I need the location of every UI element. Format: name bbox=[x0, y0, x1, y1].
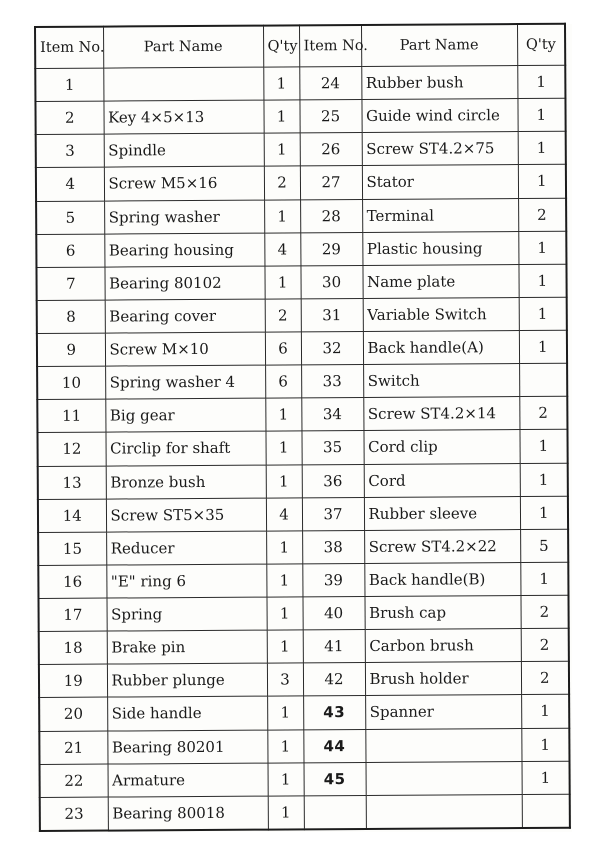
quantity-cell: 1 bbox=[518, 231, 566, 264]
item-number-cell: 15 bbox=[38, 532, 106, 566]
item-number-cell: 34 bbox=[301, 398, 363, 432]
quantity-cell: 1 bbox=[518, 264, 566, 297]
table-row bbox=[37, 396, 567, 432]
part-name-cell: Bearing housing bbox=[104, 233, 264, 267]
part-name-cell: Spindle bbox=[104, 133, 264, 167]
quantity-cell: 4 bbox=[264, 233, 300, 266]
item-number-cell: 35 bbox=[301, 431, 363, 465]
part-name-cell: Terminal bbox=[362, 198, 518, 232]
quantity-cell: 2 bbox=[519, 396, 567, 429]
quantity-cell: 2 bbox=[520, 595, 568, 628]
quantity-cell: 1 bbox=[265, 431, 301, 464]
quantity-cell: 1 bbox=[266, 564, 302, 597]
item-number-cell: 44 bbox=[303, 729, 365, 763]
table-row bbox=[38, 529, 568, 565]
part-name-cell: Spring washer bbox=[104, 200, 264, 234]
part-name-cell: Cord clip bbox=[363, 430, 519, 464]
part-name-cell: Brake pin bbox=[107, 630, 267, 664]
quantity-cell: 1 bbox=[518, 132, 566, 165]
quantity-cell: 1 bbox=[519, 430, 567, 463]
item-number-cell: 37 bbox=[302, 497, 364, 531]
part-name-cell: Guide wind circle bbox=[361, 99, 517, 133]
part-name-cell: Variable Switch bbox=[363, 297, 519, 331]
table-row bbox=[37, 297, 567, 333]
quantity-cell: 1 bbox=[518, 165, 566, 198]
quantity-cell: 1 bbox=[265, 398, 301, 431]
quantity-cell: 1 bbox=[519, 297, 567, 330]
part-name-cell: Brush holder bbox=[365, 662, 521, 696]
part-name-cell: Screw M×10 bbox=[105, 332, 265, 366]
quantity-cell: 1 bbox=[520, 562, 568, 595]
part-name-cell: Rubber sleeve bbox=[364, 496, 520, 530]
item-number-cell bbox=[304, 795, 366, 829]
part-name-cell: Rubber bush bbox=[361, 66, 517, 100]
part-name-cell bbox=[366, 761, 522, 795]
quantity-cell bbox=[522, 794, 570, 828]
item-number-cell: 32 bbox=[301, 331, 363, 365]
item-number-cell: 40 bbox=[302, 596, 364, 630]
part-name-cell: Switch bbox=[363, 364, 519, 398]
part-name-cell: Screw M5×16 bbox=[104, 166, 264, 200]
item-number-cell: 18 bbox=[39, 631, 107, 665]
item-number-cell: 23 bbox=[40, 797, 108, 831]
part-name-cell: Name plate bbox=[362, 264, 518, 298]
item-number-cell: 5 bbox=[36, 201, 104, 235]
quantity-cell: 1 bbox=[521, 761, 569, 794]
parts-table-body bbox=[35, 65, 570, 831]
part-name-cell: Big gear bbox=[105, 398, 265, 432]
part-name-cell: Bronze bush bbox=[106, 465, 266, 499]
item-number-cell: 1 bbox=[35, 68, 103, 102]
quantity-cell: 6 bbox=[265, 332, 301, 365]
item-number-cell: 27 bbox=[300, 166, 362, 200]
header-item-no: Item No. bbox=[35, 27, 103, 69]
table-row bbox=[36, 198, 566, 234]
table-row bbox=[37, 430, 567, 466]
item-number-cell: 24 bbox=[299, 67, 361, 101]
item-number-cell: 42 bbox=[303, 663, 365, 697]
quantity-cell: 2 bbox=[518, 198, 566, 231]
quantity-cell bbox=[519, 363, 567, 396]
part-name-cell bbox=[366, 794, 522, 829]
table-row bbox=[40, 761, 570, 797]
quantity-cell: 1 bbox=[264, 133, 300, 166]
item-number-cell: 30 bbox=[300, 265, 362, 299]
item-number-cell: 2 bbox=[35, 101, 103, 135]
part-name-cell: Plastic housing bbox=[362, 231, 518, 265]
part-name-cell: Back handle(A) bbox=[363, 331, 519, 365]
quantity-cell: 1 bbox=[268, 762, 304, 795]
item-number-cell: 29 bbox=[300, 232, 362, 266]
table-row bbox=[35, 65, 565, 101]
item-number-cell: 9 bbox=[37, 333, 105, 367]
part-name-cell: "E" ring 6 bbox=[106, 564, 266, 598]
part-name-cell: Spring bbox=[106, 597, 266, 631]
header-part-name: Part Name bbox=[103, 26, 263, 68]
item-number-cell: 31 bbox=[301, 298, 363, 332]
part-name-cell: Cord bbox=[364, 463, 520, 497]
quantity-cell: 1 bbox=[264, 266, 300, 299]
item-number-cell: 33 bbox=[301, 365, 363, 399]
table-row bbox=[38, 496, 568, 532]
quantity-cell: 1 bbox=[263, 67, 299, 100]
header-item-no-right: Item No. bbox=[299, 25, 361, 67]
item-number-cell: 14 bbox=[38, 499, 106, 533]
quantity-cell: 4 bbox=[266, 497, 302, 530]
quantity-cell: 1 bbox=[520, 463, 568, 496]
part-name-cell: Screw ST4.2×75 bbox=[362, 132, 518, 166]
quantity-cell: 1 bbox=[267, 729, 303, 762]
table-row bbox=[40, 794, 570, 831]
quantity-cell: 6 bbox=[265, 365, 301, 398]
quantity-cell: 1 bbox=[264, 199, 300, 232]
table-row bbox=[35, 98, 565, 134]
quantity-cell: 1 bbox=[266, 464, 302, 497]
item-number-cell: 36 bbox=[302, 464, 364, 498]
item-number-cell: 19 bbox=[39, 664, 107, 698]
quantity-cell: 1 bbox=[517, 65, 565, 98]
part-name-cell: Screw ST4.2×22 bbox=[364, 529, 520, 563]
quantity-cell: 2 bbox=[264, 166, 300, 199]
item-number-cell: 22 bbox=[40, 764, 108, 798]
table-row bbox=[36, 264, 566, 300]
part-name-cell: Bearing cover bbox=[105, 299, 265, 333]
quantity-cell: 5 bbox=[520, 529, 568, 562]
header-qty: Q'ty bbox=[263, 25, 299, 67]
quantity-cell: 3 bbox=[267, 663, 303, 696]
item-number-cell: 7 bbox=[36, 267, 104, 301]
table-row bbox=[37, 363, 567, 399]
part-name-cell bbox=[103, 67, 263, 101]
header-row bbox=[35, 24, 565, 69]
item-number-cell: 21 bbox=[39, 731, 107, 765]
table-row bbox=[38, 595, 568, 631]
quantity-cell: 2 bbox=[521, 628, 569, 661]
part-name-cell bbox=[365, 728, 521, 762]
part-name-cell: Brush cap bbox=[364, 596, 520, 630]
part-name-cell: Armature bbox=[108, 763, 268, 797]
quantity-cell: 1 bbox=[267, 696, 303, 729]
quantity-cell: 1 bbox=[268, 796, 304, 830]
parts-list-sheet bbox=[30, 24, 572, 832]
part-name-cell: Carbon brush bbox=[365, 629, 521, 663]
table-row bbox=[37, 330, 567, 366]
item-number-cell: 39 bbox=[302, 563, 364, 597]
header-qty-right: Q'ty bbox=[517, 24, 565, 66]
item-number-cell: 11 bbox=[37, 399, 105, 433]
table-row bbox=[39, 628, 569, 664]
item-number-cell: 16 bbox=[38, 565, 106, 599]
part-name-cell: Spring washer 4 bbox=[105, 365, 265, 399]
part-name-cell: Stator bbox=[362, 165, 518, 199]
item-number-cell: 38 bbox=[302, 530, 364, 564]
quantity-cell: 1 bbox=[517, 98, 565, 131]
item-number-cell: 25 bbox=[299, 100, 361, 134]
quantity-cell: 2 bbox=[521, 661, 569, 694]
item-number-cell: 28 bbox=[300, 199, 362, 233]
header-part-name-right: Part Name bbox=[361, 24, 517, 66]
item-number-cell: 45 bbox=[304, 762, 366, 796]
part-name-cell: Side handle bbox=[107, 696, 267, 730]
item-number-cell: 10 bbox=[37, 366, 105, 400]
item-number-cell: 43 bbox=[303, 696, 365, 730]
part-name-cell: Bearing 80018 bbox=[108, 796, 268, 831]
part-name-cell: Bearing 80201 bbox=[107, 730, 267, 764]
part-name-cell: Rubber plunge bbox=[107, 663, 267, 697]
item-number-cell: 3 bbox=[36, 134, 104, 168]
table-row bbox=[39, 695, 569, 731]
item-number-cell: 8 bbox=[37, 300, 105, 334]
part-name-cell: Spanner bbox=[365, 695, 521, 729]
item-number-cell: 26 bbox=[300, 133, 362, 167]
table-row bbox=[39, 661, 569, 697]
quantity-cell: 1 bbox=[521, 728, 569, 761]
part-name-cell: Key 4×5×13 bbox=[103, 100, 263, 134]
parts-list-table bbox=[34, 23, 571, 832]
item-number-cell: 4 bbox=[36, 167, 104, 201]
item-number-cell: 6 bbox=[36, 234, 104, 268]
table-row bbox=[36, 165, 566, 201]
table-row bbox=[36, 231, 566, 267]
table-row bbox=[38, 463, 568, 499]
table-row bbox=[38, 562, 568, 598]
item-number-cell: 12 bbox=[37, 432, 105, 466]
table-row bbox=[36, 132, 566, 168]
part-name-cell: Reducer bbox=[106, 531, 266, 565]
part-name-cell: Circlip for shaft bbox=[105, 431, 265, 465]
table-row bbox=[39, 728, 569, 764]
quantity-cell: 1 bbox=[267, 630, 303, 663]
quantity-cell: 1 bbox=[520, 496, 568, 529]
quantity-cell: 2 bbox=[265, 299, 301, 332]
quantity-cell: 1 bbox=[266, 531, 302, 564]
quantity-cell: 1 bbox=[263, 100, 299, 133]
quantity-cell: 1 bbox=[266, 597, 302, 630]
item-number-cell: 17 bbox=[38, 598, 106, 632]
item-number-cell: 20 bbox=[39, 697, 107, 731]
quantity-cell: 1 bbox=[519, 330, 567, 363]
part-name-cell: Bearing 80102 bbox=[104, 266, 264, 300]
part-name-cell: Screw ST5×35 bbox=[106, 498, 266, 532]
quantity-cell: 1 bbox=[521, 695, 569, 728]
item-number-cell: 13 bbox=[38, 466, 106, 500]
part-name-cell: Back handle(B) bbox=[364, 562, 520, 596]
part-name-cell: Screw ST4.2×14 bbox=[363, 397, 519, 431]
item-number-cell: 41 bbox=[303, 630, 365, 664]
